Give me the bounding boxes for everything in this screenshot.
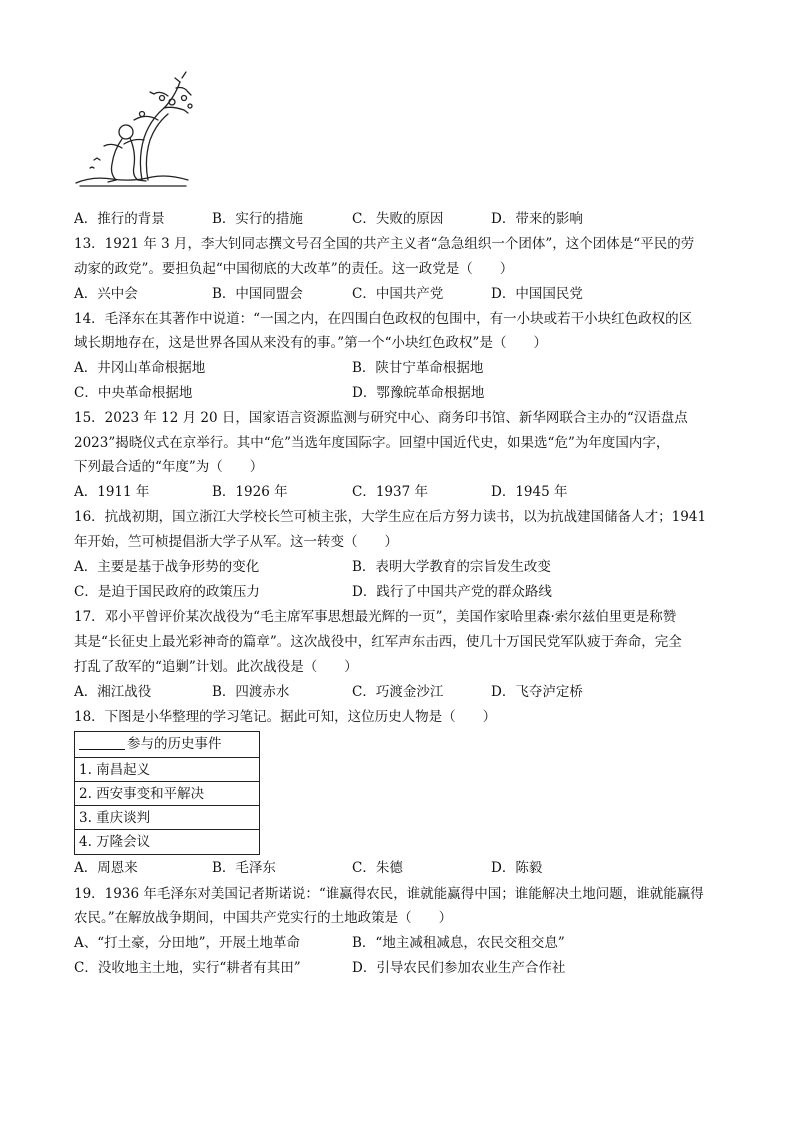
note-item: 1. 南昌起义: [75, 757, 259, 781]
q12-option-a[interactable]: A．推行的背景: [74, 211, 165, 227]
q15-stem-line: 15．2023 年 12 月 20 日，国家语言资源监测与研究中心、商务印书馆、新华网联合主办的“汉语盘点: [74, 410, 688, 426]
q14-option-b[interactable]: B．陕甘宁革命根据地: [352, 360, 484, 376]
q16-stem-line: 年开始，竺可桢提倡浙大学子从军。这一转变（ ）: [74, 534, 398, 550]
q14-option-c[interactable]: C．中央革命根据地: [74, 385, 193, 401]
q12-option-b[interactable]: B．实行的措施: [212, 211, 303, 227]
q15-stem-line: 下列最合适的“年度”为（ ）: [74, 459, 264, 475]
q13-option-d[interactable]: D．中国国民党: [491, 286, 583, 302]
study-note-box: [74, 731, 260, 855]
q19-option-d[interactable]: D．引导农民们参加农业生产合作社: [352, 960, 566, 976]
q16-option-b[interactable]: B．表明大学教育的宗旨发生改变: [352, 559, 551, 575]
q14-stem-line: 域长期地存在，这是世界各国从来没有的事。”第一个“小块红色政权”是（ ）: [74, 335, 547, 351]
q13-option-a[interactable]: A．兴中会: [74, 286, 138, 302]
q19-stem-line: 19．1936 年毛泽东对美国记者斯诺说：“谁赢得农民，谁就能赢得中国；谁能解决土地问题，谁就能赢得: [74, 886, 704, 902]
q13-stem-line: 动家的政党”。要担负起“中国彻底的大改革”的责任。这一政党是（ ）: [74, 261, 514, 277]
q16-stem-line: 16．抗战初期，国立浙江大学校长竺可桢主张，大学生应在后方努力读书，以为抗战建国储备人才；1941: [74, 509, 707, 525]
q19-option-b[interactable]: B．“地主减租减息，农民交租交息”: [352, 935, 565, 951]
q17-option-b[interactable]: B．四渡赤水: [212, 684, 290, 700]
q18-option-a[interactable]: A．周恩来: [74, 860, 138, 876]
cartoon-illustration: [72, 68, 194, 190]
q16-option-a[interactable]: A．主要是基于战争形势的变化: [74, 559, 260, 575]
q14-option-a[interactable]: A．井冈山革命根据地: [74, 360, 206, 376]
q18-option-c[interactable]: C．朱德: [352, 860, 403, 876]
q19-option-a[interactable]: A、“打土豪，分田地”，开展土地革命: [74, 935, 301, 951]
q14-option-d[interactable]: D．鄂豫皖革命根据地: [352, 385, 485, 401]
q18-option-b[interactable]: B．毛泽东: [212, 860, 276, 876]
q18-option-d[interactable]: D．陈毅: [491, 860, 543, 876]
q16-option-c[interactable]: C．是迫于国民政府的政策压力: [74, 584, 260, 600]
q12-option-c[interactable]: C．失败的原因: [352, 211, 444, 227]
q17-stem-line: 打乱了敌军的“追剿”计划。此次战役是（ ）: [74, 659, 358, 675]
q17-stem-line: 其是“长征史上最光彩神奇的篇章”。这次战役中，红军声东击西，使几十万国民党军队疲于奔命，完全: [74, 634, 682, 650]
q14-stem-line: 14．毛泽东在其著作中说道：“一国之内，在四围白色政权的包围中，有一小块或若干小块红色政权的区: [74, 311, 693, 327]
note-title: 参与的历史事件: [127, 736, 222, 752]
note-item: 4. 万隆会议: [75, 829, 259, 853]
note-item: 3. 重庆谈判: [75, 805, 259, 829]
q16-option-d[interactable]: D．践行了中国共产党的群众路线: [352, 584, 552, 600]
q19-stem-line: 农民。”在解放战争期间，中国共产党实行的土地政策是（ ）: [74, 910, 453, 926]
q17-option-c[interactable]: C．巧渡金沙江: [352, 684, 444, 700]
q15-option-a[interactable]: A．1911 年: [74, 484, 150, 500]
q12-option-d[interactable]: D．带来的影响: [491, 211, 583, 227]
q17-option-a[interactable]: A．湘江战役: [74, 684, 152, 700]
q13-option-c[interactable]: C．中国共产党: [352, 286, 444, 302]
blank-line: [79, 749, 125, 750]
q18-stem-line: 18．下图是小华整理的学习笔记。据此可知，这位历史人物是（ ）: [74, 709, 497, 725]
q17-stem-line: 17．邓小平曾评价某次战役为“毛主席军事思想最光辉的一页”，美国作家哈里森·索尔兹伯里更是称赞: [74, 609, 677, 625]
q15-option-d[interactable]: D．1945 年: [491, 484, 568, 500]
q15-option-b[interactable]: B．1926 年: [212, 484, 288, 500]
q17-option-d[interactable]: D．飞夺泸定桥: [491, 684, 583, 700]
q15-stem-line: 2023”揭晓仪式在京举行。其中“危”当选年度国际字。回望中国近代史，如果选“危”为年度国内字，: [74, 435, 670, 451]
q19-option-c[interactable]: C．没收地主土地，实行“耕者有其田”: [74, 960, 301, 976]
q15-option-c[interactable]: C．1937 年: [352, 484, 428, 500]
q13-option-b[interactable]: B．中国同盟会: [212, 286, 303, 302]
note-item: 2. 西安事变和平解决: [75, 781, 259, 805]
q13-stem-line: 13．1921 年 3 月，李大钊同志撰文号召全国的共产主义者“急急组织一个团体”，这个团体是“平民的劳: [74, 236, 695, 252]
